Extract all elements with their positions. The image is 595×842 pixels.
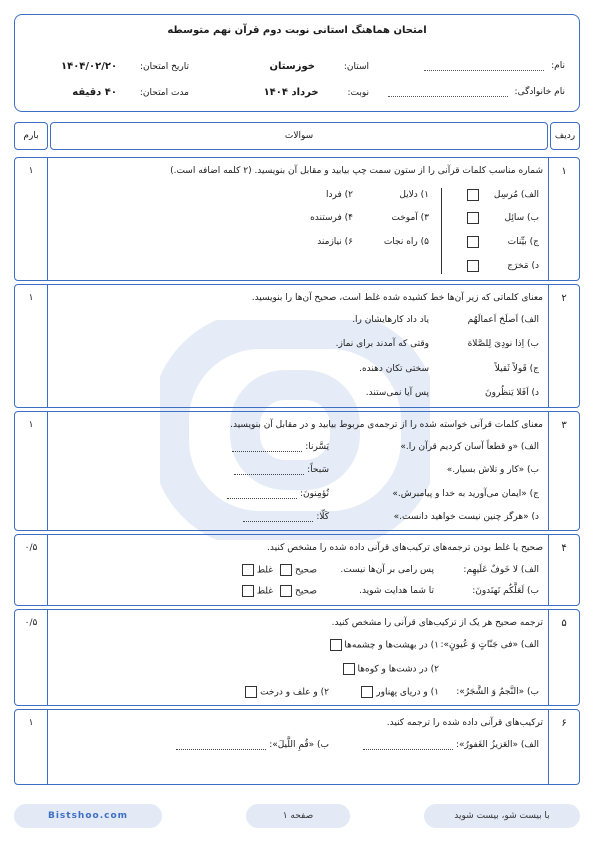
question-1 [14,157,580,281]
site-link[interactable]: Bistshoo.com [14,804,162,828]
question-2 [14,284,580,408]
answer-line: یَسَّرنا: [232,442,329,452]
option-item: ۲) فردا [326,190,353,200]
question-text: صحیح یا غلط بودن ترجمه‌های ترکیب‌های قرآنی داده شده را مشخص کنید. [267,543,543,553]
duration-field: مدت امتحان: ۴۰ دقیقه [72,87,189,98]
phrase-item: ج) قَولاً ثَقیلاً [494,364,539,374]
sentence-item: ب) «کار و تلاش بسیار.» [446,465,539,475]
sentence-item: ج) «ایمان می‌آورید به خدا و پیامبرش.» [392,489,539,499]
phrase-item: د) اَفَلا یَنظُرونَ [485,388,539,398]
question-number: ۳ [561,420,567,431]
phrase-item: ب) «النَّجمُ وَ الشَّجَرُ»: [456,687,539,697]
choice-option[interactable]: ۲) و علف و درخت [245,686,329,698]
phrase-item: ب) اِذا نودِیَ لِلصَّلاة [467,339,539,349]
phrase-meaning: یاد داد کارهایشان را. [352,315,429,325]
answer-box[interactable] [467,212,479,224]
true-option[interactable]: صحیح [280,585,317,597]
question-number: ۶ [561,718,567,729]
province-value: خوزستان [269,61,315,72]
option-item: ۵) راه نجات [383,237,429,247]
phrase-meaning: تا شما هدایت شوید. [359,586,434,596]
word-item: الف) مُرسِل [493,190,539,200]
choice-option[interactable]: ۱) در بهشت‌ها و چشمه‌ها [330,639,440,651]
name-input[interactable] [424,70,544,71]
phrase-item: الف) اَصلَحَ اَعمالَهُم [467,315,539,325]
date-field: تاریخ امتحان: ۱۴۰۴/۰۲/۲۰ [60,61,189,72]
shift-value: خرداد ۱۴۰۴ [263,87,319,98]
question-text: معنای کلماتی که زیر آن‌ها خط کشیده شده غلط است، صحیح آن‌ها را بنویسید. [251,293,543,303]
question-number: ۵ [561,618,567,629]
phrase-meaning: پس آیا نمی‌ستند. [365,388,429,398]
option-item: ۶) نیازمند [317,237,353,247]
question-number: ۴ [561,543,567,554]
question-text: ترجمه صحیح هر یک از ترکیب‌های قرآنی را مشخص کنید. [331,618,543,628]
option-item: ۳) آموخت [391,213,429,223]
questions-column-header: سوالات [50,122,548,150]
phrase-meaning: سختی تکان دهنده. [359,364,429,374]
footer-slogan: با بیست شو، بیست شوید [424,804,580,828]
question-3 [14,411,580,531]
question-6 [14,709,580,785]
province-field: استان: خوزستان [269,61,369,72]
question-text: ترکیب‌های قرآنی داده شده را ترجمه کنید. [386,718,543,728]
answer-line: تُؤمِنونَ: [227,489,329,499]
phrase-item: الف) لا خَوفٌ عَلَیهِم: [463,565,539,575]
family-input[interactable] [388,96,508,97]
word-item: د) مَخرَج [507,261,539,271]
exam-title: امتحان هماهنگ استانی نوبت دوم قرآن نهم متوسطه [167,25,427,36]
question-text: معنای کلمات قرآنی خواسته شده را از ترجمه‌ی مربوط بیابید و در مقابل آن بنویسید. [230,420,543,430]
page-number: صفحه ۱ [246,804,350,828]
word-item: ب) سائِل [504,213,539,223]
false-option[interactable]: غلط [242,585,273,597]
answer-line: الف) «العَزیزُ الغَفورُ»: [363,740,539,750]
answer-box[interactable] [467,189,479,201]
word-item: ج) بیِّنات [507,237,539,247]
answer-box[interactable] [467,260,479,272]
true-option[interactable]: صحیح [280,564,317,576]
question-score: ۰/۵ [24,618,38,628]
column-divider [441,188,442,274]
family-field: نام خانوادگی: [388,87,565,97]
phrase-item: ب) لَعَلَّکُم تَهتَدونَ: [472,586,539,596]
question-score: ۱ [28,293,34,303]
exam-header [14,14,580,112]
sentence-item: د) «هرگز چنین نیست خواهید دانست.» [393,512,539,522]
option-item: ۱) دلایل [399,190,429,200]
question-5 [14,609,580,706]
name-field: نام: [424,61,565,71]
phrase-meaning: پس رامی بر آن‌ها نیست. [340,565,434,575]
sentence-item: الف) «و قطعاً آسان کردیم قرآن را.» [400,442,539,452]
question-score: ۱ [28,420,34,430]
answer-line: ب) «قُمِ اللَّیلَ»: [176,740,329,750]
answer-line: کَلّا: [243,512,329,522]
answer-line: سَبحاً: [234,465,329,475]
question-number: ۱ [561,166,567,177]
question-text: شماره مناسب کلمات قرآنی را از ستون سمت چپ بیابید و مقابل آن بنویسید. (۲ کلمه اضافه است.) [170,166,543,176]
question-score: ۱ [28,718,34,728]
question-score: ۰/۵ [24,543,38,553]
answer-box[interactable] [467,236,479,248]
phrase-item: الف) «فی جَنّاتٍ وَ عُیونٍ»: [440,640,539,650]
option-item: ۴) فرستنده [310,213,353,223]
score-column-header: بارم [14,122,48,150]
row-column-header: ردیف [550,122,580,150]
choice-option[interactable]: ۲) در دشت‌ها و کوه‌ها [343,663,439,675]
choice-option[interactable]: ۱) و دریای پهناور [361,686,439,698]
date-value: ۱۴۰۴/۰۲/۲۰ [60,61,118,72]
shift-field: نوبت: خرداد ۱۴۰۴ [263,87,369,98]
question-score: ۱ [28,166,34,176]
duration-value: ۴۰ دقیقه [72,87,118,98]
phrase-meaning: وقتی که آمدند برای نماز. [335,339,429,349]
false-option[interactable]: غلط [242,564,273,576]
question-number: ۲ [561,293,567,304]
question-4 [14,534,580,606]
